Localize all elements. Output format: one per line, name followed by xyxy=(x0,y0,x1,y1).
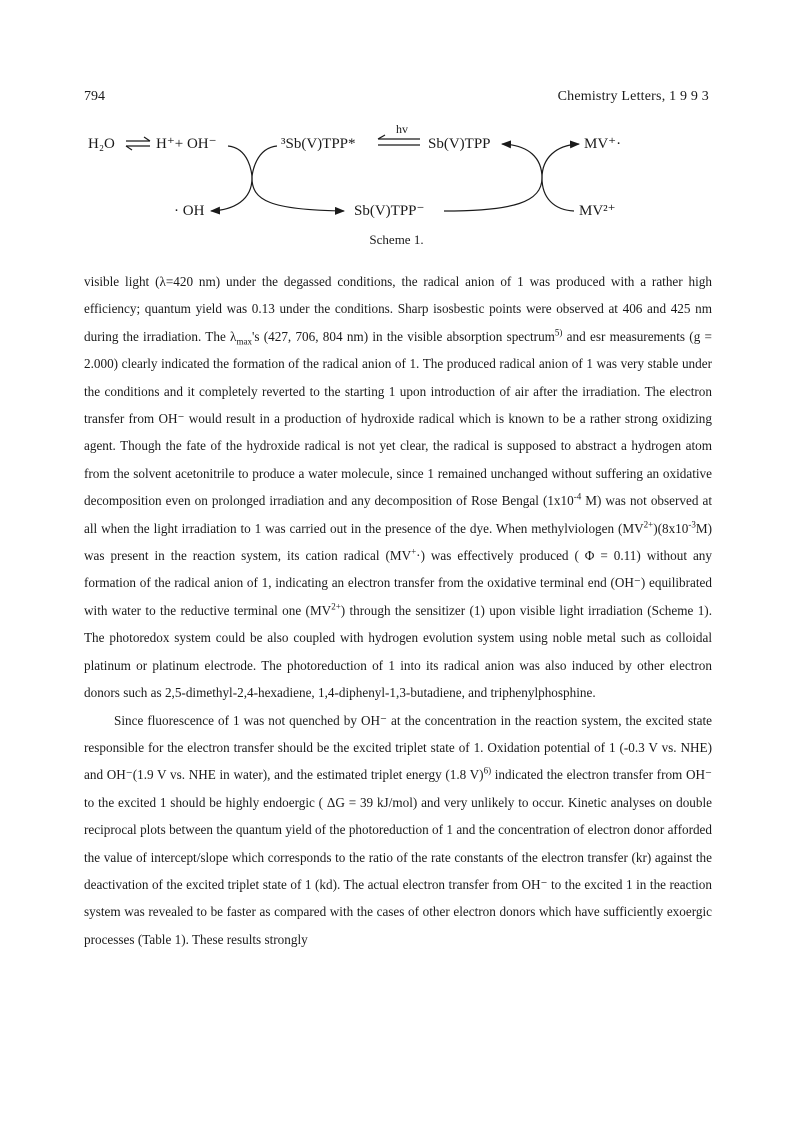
scheme-anion: Sb(V)TPP⁻ xyxy=(354,203,425,219)
text-run: and esr measurements (g = 2.000) clearly indicated the formation of the radical anion of 1. The produced radical anion of 1 was very stable under the conditions and it completely reverted to the starting 1 upon introduction of air after the irradiation. The electron transfer from OH⁻ would result in a production of hydroxide radical which is known to be a rather strong oxidizing agent. Though the fate of the hydroxide radical is not yet clear, the radical is supposed to abstract a hydrogen atom from the solvent acetonitrile to produce a water molecule, since 1 remained unchanged without suffering an oxidative decomposition even on prolonged irradiation and any decomposition of Rose Bengal (1x10 xyxy=(84,328,712,509)
text-run: indicated the electron transfer from OH⁻ to the excited 1 should be highly endoergic ( ΔG = 39 kJ/mol) and very unlikely to occur. Kinetic analyses on double reciprocal plots between the quantum yield of the photoreduction of 1 and the concentration of electron donor afforded the value of intercept/slope which corresponds to the ratio of the rate constants of the electron transfer (kr) against the deactivation of the excited triplet state of 1 (kd). The actual electron transfer from OH⁻ to the excited 1 in the reaction system was revealed to be faster as compared with the cases of other electron donors which have sufficiently exoergic processes (Table 1). These results strongly xyxy=(84,767,712,947)
left-crossing-arrows xyxy=(211,146,344,211)
text-run: visible light (λ=420 nm) under the degassed conditions, the radical anion of 1 was produced with a rather high efficiency; quantum yield was 0.13 under the conditions. Sharp isosbestic points were observed at 406 and 425 nm during the irradiation. The λ xyxy=(84,274,712,344)
charge-superscript: 2+ xyxy=(643,519,654,530)
text-run: ·) was effectively produced ( Φ = 0.11) without any formation of the radical anion of 1, indicating an electron transfer from the oxidative terminal end (OH⁻) equilibrated with water to the reductive terminal one (MV xyxy=(84,548,712,618)
exponent: -4 xyxy=(573,491,582,502)
text-run: M) was not observed at all when the light irradiation to 1 was carried out in the presence of the dye. When methylviologen (MV xyxy=(84,493,712,536)
scheme-triplet-state: ³Sb(V)TPP* xyxy=(281,136,356,152)
right-crossing-arrows xyxy=(444,144,579,211)
scheme-hv: hv xyxy=(396,122,408,136)
scheme-mv2plus: MV²⁺ xyxy=(579,203,616,219)
text-run: )(8x10 xyxy=(653,520,689,536)
text-run: 's (427, 706, 804 nm) in the visible absorption spectrum xyxy=(251,328,555,344)
body-text xyxy=(84,268,712,953)
scheme-h2o: H₂O xyxy=(88,136,115,152)
scheme-caption: Scheme 1. xyxy=(369,232,424,247)
charge-superscript: + xyxy=(411,546,417,557)
scheme-oh-radical: · OH xyxy=(174,203,205,219)
scheme-mv-radical: MV⁺· xyxy=(584,136,622,152)
paragraph-1 xyxy=(84,268,712,707)
text-run: ) through the sensitizer (1) upon visible light irradiation (Scheme 1). The photoredox system could be also coupled with hydrogen evolution system using noble metal such as colloidal platinum or platinum electrode. The photoreduction of 1 into its radical anion was also induced by other electron donors such as 2,5-dimethyl-2,4-hexadiene, 1,4-diphenyl-1,3-butadiene, and triphenylphosphine. xyxy=(84,602,712,701)
reference-6: 6) xyxy=(483,765,492,776)
charge-superscript: 2+ xyxy=(331,601,341,612)
text-run: M) was present in the reaction system, its cation radical (MV xyxy=(84,520,712,564)
exponent: -3 xyxy=(688,519,696,530)
excitation-arrow xyxy=(378,135,420,145)
journal-header: Chemistry Letters, 1 9 9 3 xyxy=(557,89,709,104)
text-run: Since fluorescence of 1 was not quenched by OH⁻ at the concentration in the reaction system, the excited state responsible for the electron transfer should be the excited triplet state of 1. Oxidation potential of 1 (-0.3 V vs. NHE) and OH⁻(1.9 V vs. NHE in water), and the estimated triplet energy (1.8 V) xyxy=(84,712,712,783)
equilibrium-arrow xyxy=(126,137,150,150)
scheme-ground-state: Sb(V)TPP xyxy=(428,136,491,152)
subscript-max: max xyxy=(236,336,252,347)
page-number: 794 xyxy=(84,89,105,104)
paragraph-2 xyxy=(84,707,712,954)
scheme-hplus-oh: H⁺+ OH⁻ xyxy=(156,136,217,152)
reference-5: 5) xyxy=(554,327,563,338)
